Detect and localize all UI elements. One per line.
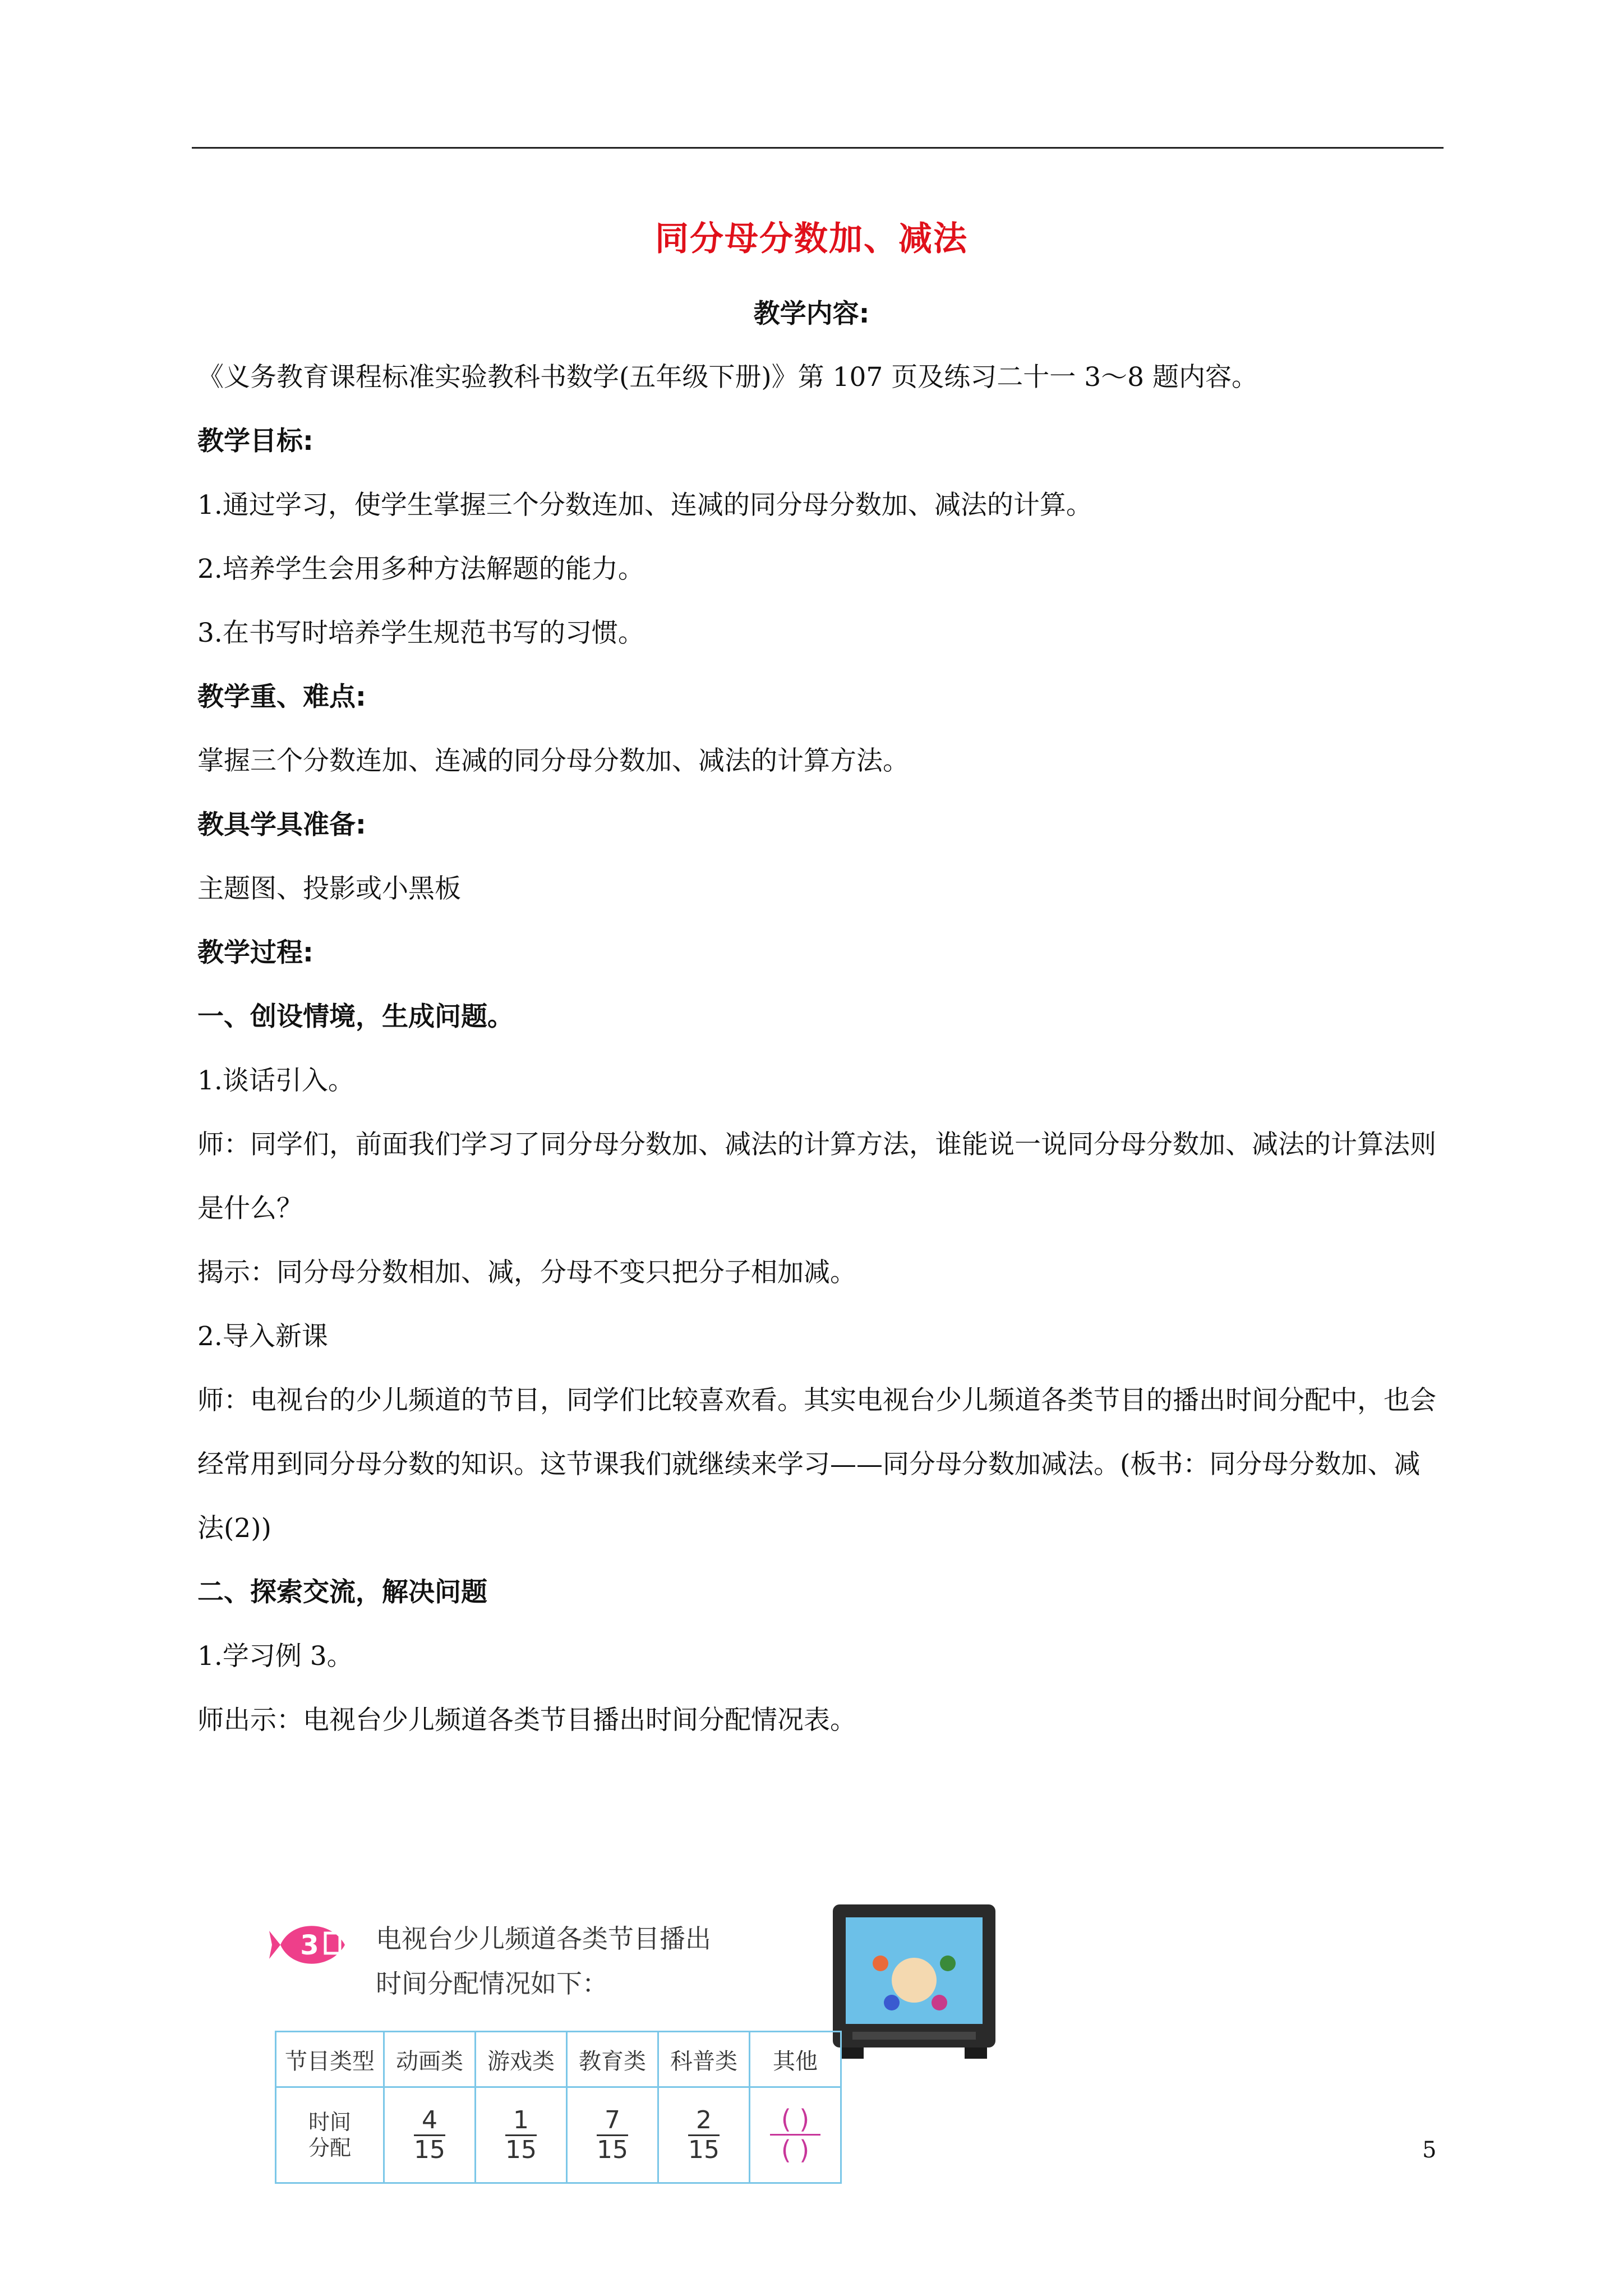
goal-item: 3.在书写时培养学生规范书写的习惯。 xyxy=(197,618,644,648)
header-rule xyxy=(192,147,1444,149)
fraction-denominator: 15 xyxy=(597,2135,628,2164)
table-header-cell: 教育类 xyxy=(567,2032,658,2087)
page-title: 同分母分数加、减法 xyxy=(655,219,968,259)
key-heading: 教学重、难点: xyxy=(197,682,366,712)
part2-heading: 二、探索交流，解决问题 xyxy=(197,1577,487,1608)
content-heading: 教学内容: xyxy=(753,298,870,329)
table-header-cell: 科普类 xyxy=(658,2032,750,2087)
goal-item: 2.培养学生会用多种方法解题的能力。 xyxy=(197,554,644,585)
part1-heading: 一、创设情境，生成问题。 xyxy=(197,1001,514,1032)
teacher-paragraph: 师：同学们，前面我们学习了同分母分数加、减法的计算方法，谁能说一说同分母分数加、减法的计算法则是什么？ xyxy=(197,1129,1436,1224)
fraction-denominator: 15 xyxy=(505,2135,537,2164)
fraction xyxy=(505,2106,537,2164)
row-label-line: 时间 xyxy=(308,2109,351,2134)
blank-denominator: ( ) xyxy=(781,2135,810,2165)
blank-fraction xyxy=(770,2105,820,2165)
time-allocation-table xyxy=(275,2031,842,2184)
teacher-paragraph: 师：电视台的少儿频道的节目，同学们比较喜欢看。其实电视台少儿频道各类节目的播出时间分配中，也会经常用到同分母分数的知识。这节课我们就继续来学习——同分母分数加减法。(板书：同分母分数加、减法(2)) xyxy=(197,1385,1436,1544)
fish-badge-icon xyxy=(269,1914,353,1976)
step-text: 1.学习例 3。 xyxy=(197,1641,353,1672)
fraction-denominator: 15 xyxy=(414,2135,445,2164)
table-header-cell: 其他 xyxy=(750,2032,841,2087)
figure-heading-line2: 时间分配情况如下： xyxy=(376,1968,608,1999)
table-header-row xyxy=(276,2032,841,2087)
tools-text: 主题图、投影或小黑板 xyxy=(197,873,461,904)
blank-numerator: ( ) xyxy=(770,2105,820,2136)
table-cell xyxy=(384,2087,476,2183)
step-text: 2.导入新课 xyxy=(197,1321,328,1352)
fraction-numerator: 2 xyxy=(688,2106,720,2136)
key-text: 掌握三个分数连加、连减的同分母分数加、减法的计算方法。 xyxy=(197,746,909,776)
reveal-text: 揭示：同分母分数相加、减，分母不变只把分子相加减。 xyxy=(197,1257,856,1288)
fraction-denominator: 15 xyxy=(688,2135,720,2164)
table-cell-blank xyxy=(750,2087,841,2183)
textbook-figure xyxy=(269,1902,1009,2216)
figure-badge-number: 3 xyxy=(300,1930,319,1961)
fraction-numerator: 7 xyxy=(597,2106,628,2136)
table-row xyxy=(276,2087,841,2183)
tools-heading: 教具学具准备: xyxy=(197,809,366,840)
fraction xyxy=(688,2106,720,2164)
table-header-cell: 游戏类 xyxy=(476,2032,567,2087)
fraction xyxy=(597,2106,628,2164)
table-header-cell: 节目类型 xyxy=(276,2032,384,2087)
content-text: 《义务教育课程标准实验教科书数学(五年级下册)》第 107 页及练习二十一 3～8 题内容。 xyxy=(197,362,1258,393)
goals-heading: 教学目标: xyxy=(197,426,313,457)
fraction-numerator: 4 xyxy=(414,2106,445,2136)
tv-icon xyxy=(830,1902,998,2062)
table-cell xyxy=(567,2087,658,2183)
teacher-text: 师出示：电视台少儿频道各类节目播出时间分配情况表。 xyxy=(197,1705,856,1736)
goal-item: 1.通过学习，使学生掌握三个分数连加、连减的同分母分数加、减法的计算。 xyxy=(197,490,1092,521)
table-cell xyxy=(658,2087,750,2183)
table-row-label xyxy=(276,2087,384,2183)
table-header-cell: 动画类 xyxy=(384,2032,476,2087)
fraction-numerator: 1 xyxy=(505,2106,537,2136)
page-number: 5 xyxy=(1422,2137,1437,2163)
step-text: 1.谈话引入。 xyxy=(197,1065,354,1096)
row-label-line: 分配 xyxy=(308,2135,351,2160)
table-cell xyxy=(476,2087,567,2183)
figure-heading-line1: 电视台少儿频道各类节目播出 xyxy=(376,1924,711,1954)
fraction xyxy=(414,2106,445,2164)
process-heading: 教学过程: xyxy=(197,937,313,968)
